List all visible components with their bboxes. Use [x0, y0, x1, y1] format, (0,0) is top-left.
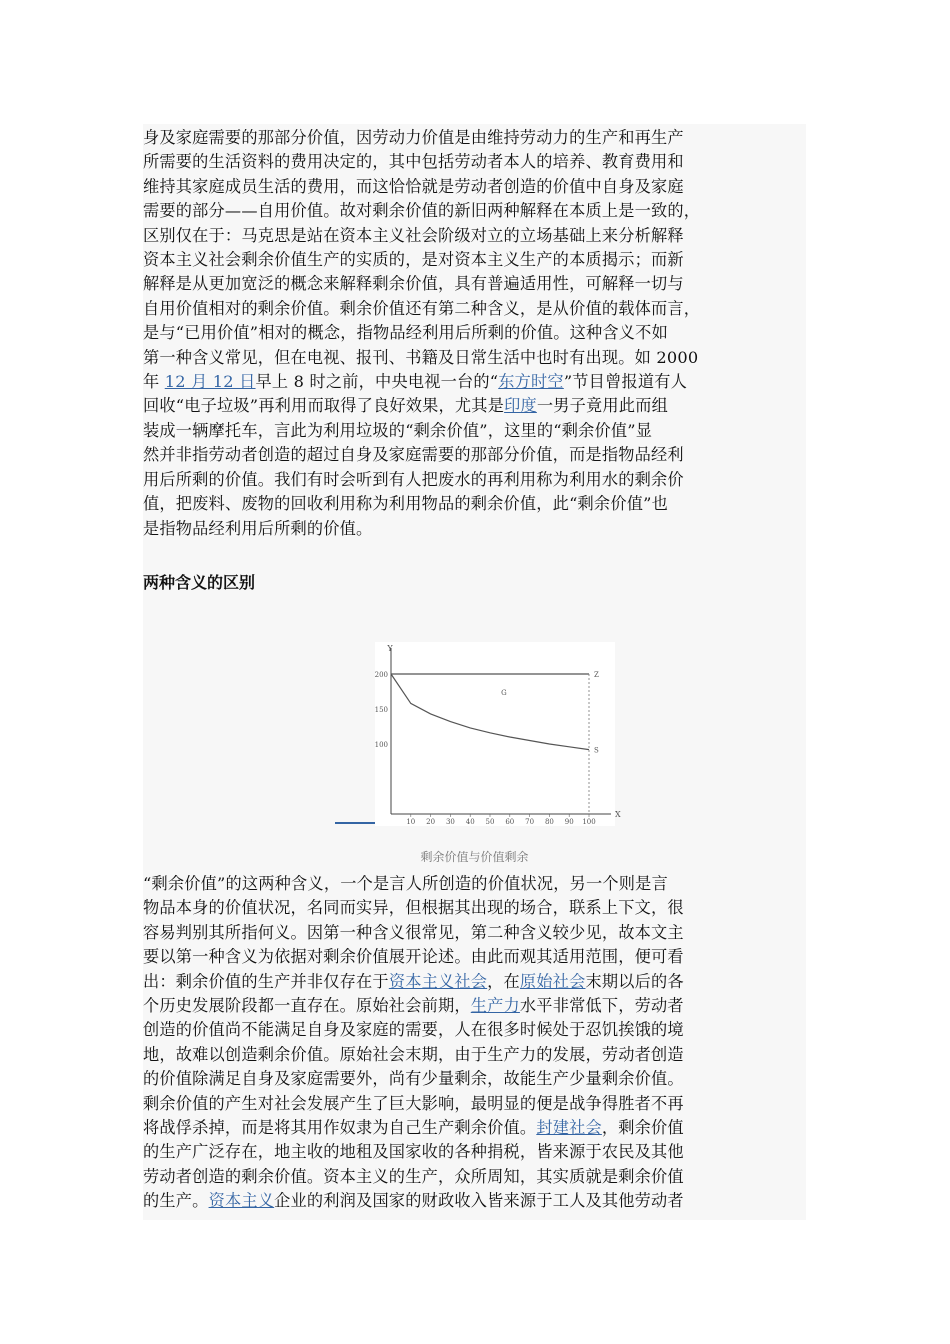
x-tick-label: 40	[465, 818, 475, 826]
link-date[interactable]: 12 月 12 日	[164, 372, 256, 392]
chart-svg	[374, 642, 621, 826]
x-tick-label: 100	[582, 818, 596, 826]
x-tick-label: 10	[406, 818, 416, 826]
figure-block	[143, 640, 806, 870]
link-india[interactable]: 印度	[504, 396, 537, 416]
label-z: Z	[594, 671, 599, 679]
label-s: S	[594, 746, 599, 755]
y-axis-label: Y	[387, 644, 393, 653]
figure-caption: 剩余价值与价值剩余	[420, 850, 529, 864]
x-tick-label: 70	[525, 818, 535, 826]
figure-link-underline[interactable]	[335, 822, 375, 824]
x-tick-label: 60	[505, 818, 515, 826]
series-s-line	[391, 674, 589, 750]
paragraph-1: 身及家庭需要的那部分价值，因劳动力价值是由维持劳动力的生产和再生产 所需要的生活资料的费用决定的，其中包括劳动者本人的培养、教育费用和 维持其家庭成员生活的费用，而这恰恰就是劳动者创造的价值中自身及家庭 需要的部分——自用价值。故对剩余价值的新旧两种解释在本质上是一致的， 区别仅在于：马克思是站在资本主义社会阶级对立的立场基础上来分析解释 资本主义社会剩余价值生产的实质的，是对资本主义生产的本质揭示；而新 解释是从更加宽泛的概念来解释剩余价值，具有普遍适用性，可解释一切与 自用价值相对的剩余价值。剩余价值还有第二种含义，是从价值的载体而言， 是与“已用价值”相对的概念，指物品经利用后所剩的价值。这种含义不如 第一种含义常见，但在电视、报刊、书籍及日常生活中也时有出现。如 2000 年 12 月 12 日早上 8 时之前，中央电视一台的“东方时空”节目曾报道有人 回收“电子垃圾”再利用而取得了良好效果，尤其是印度一男子竟用此而组 装成一辆摩托车，言此为利用垃圾的“剩余价值”，这里的“剩余价值”显 然并非指劳动者创造的超过自身及家庭需要的那部分价值，而是指物品经利 用后所剩的价值。我们有时会听到有人把废水的再利用称为利用水的剩余价 值，把废料、废物的回收利用称为利用物品的剩余价值，此“剩余价值”也 是指物品经利用后所剩的价值。	[143, 128, 701, 538]
link-productivity[interactable]: 生产力	[470, 996, 520, 1016]
heading-block	[143, 552, 806, 640]
link-capitalist-society[interactable]: 资本主义社会	[388, 971, 488, 991]
paragraph-block-1	[143, 124, 806, 552]
paragraph-block-2	[143, 870, 806, 1220]
x-tick-label: 90	[564, 818, 574, 826]
y-tick-label: 200	[374, 671, 388, 679]
paragraph-2: “剩余价值”的这两种含义，一个是言人所创造的价值状况，另一个则是言 物品本身的价值状况，名同而实异，但根据其出现的场合，联系上下文，很 容易判别其所指何义。因第一种含义很常见，第二种含义较少见，故本文主 要以第一种含义为依据对剩余价值展开论述。由此而观其适用范围，便可看 出：剩余价值的生产并非仅存在于资本主义社会，在原始社会末期以后的各 个历史发展阶段都一直存在。原始社会前期，生产力水平非常低下，劳动者 创造的价值尚不能满足自身及家庭的需要，人在很多时候处于忍饥挨饿的境 地，故难以创造剩余价值。原始社会末期，由于生产力的发展，劳动者创造 的价值除满足自身及家庭需要外，尚有少量剩余，故能生产少量剩余价值。 剩余价值的产生对社会发展产生了巨大影响，最明显的便是战争得胜者不再 将战俘杀掉，而是将其用作奴隶为自己生产剩余价值。封建社会，剩余价值 的生产广泛存在，地主收的地租及国家收的各种捐税，皆来源于农民及其他 劳动者创造的剩余价值。资本主义的生产，众所周知，其实质就是剩余价值 的生产。资本主义企业的利润及国家的财政收入皆来源于工人及其他劳动者	[143, 874, 684, 1211]
link-capitalism[interactable]: 资本主义	[208, 1191, 275, 1211]
x-tick-label: 30	[445, 818, 455, 826]
link-program[interactable]: 东方时空	[498, 372, 564, 392]
x-tick-label: 80	[544, 818, 554, 826]
chart-figure	[374, 642, 621, 826]
x-tick-label: 50	[485, 818, 495, 826]
x-tick-label: 20	[426, 818, 436, 826]
label-g: G	[501, 689, 507, 697]
link-feudal-society[interactable]: 封建社会	[536, 1118, 602, 1138]
link-primitive-society[interactable]: 原始社会	[519, 971, 586, 991]
y-tick-label: 100	[374, 741, 388, 749]
section-heading: 两种含义的区别	[143, 573, 256, 592]
x-axis-label: X	[615, 810, 621, 819]
y-tick-label: 150	[374, 706, 388, 714]
